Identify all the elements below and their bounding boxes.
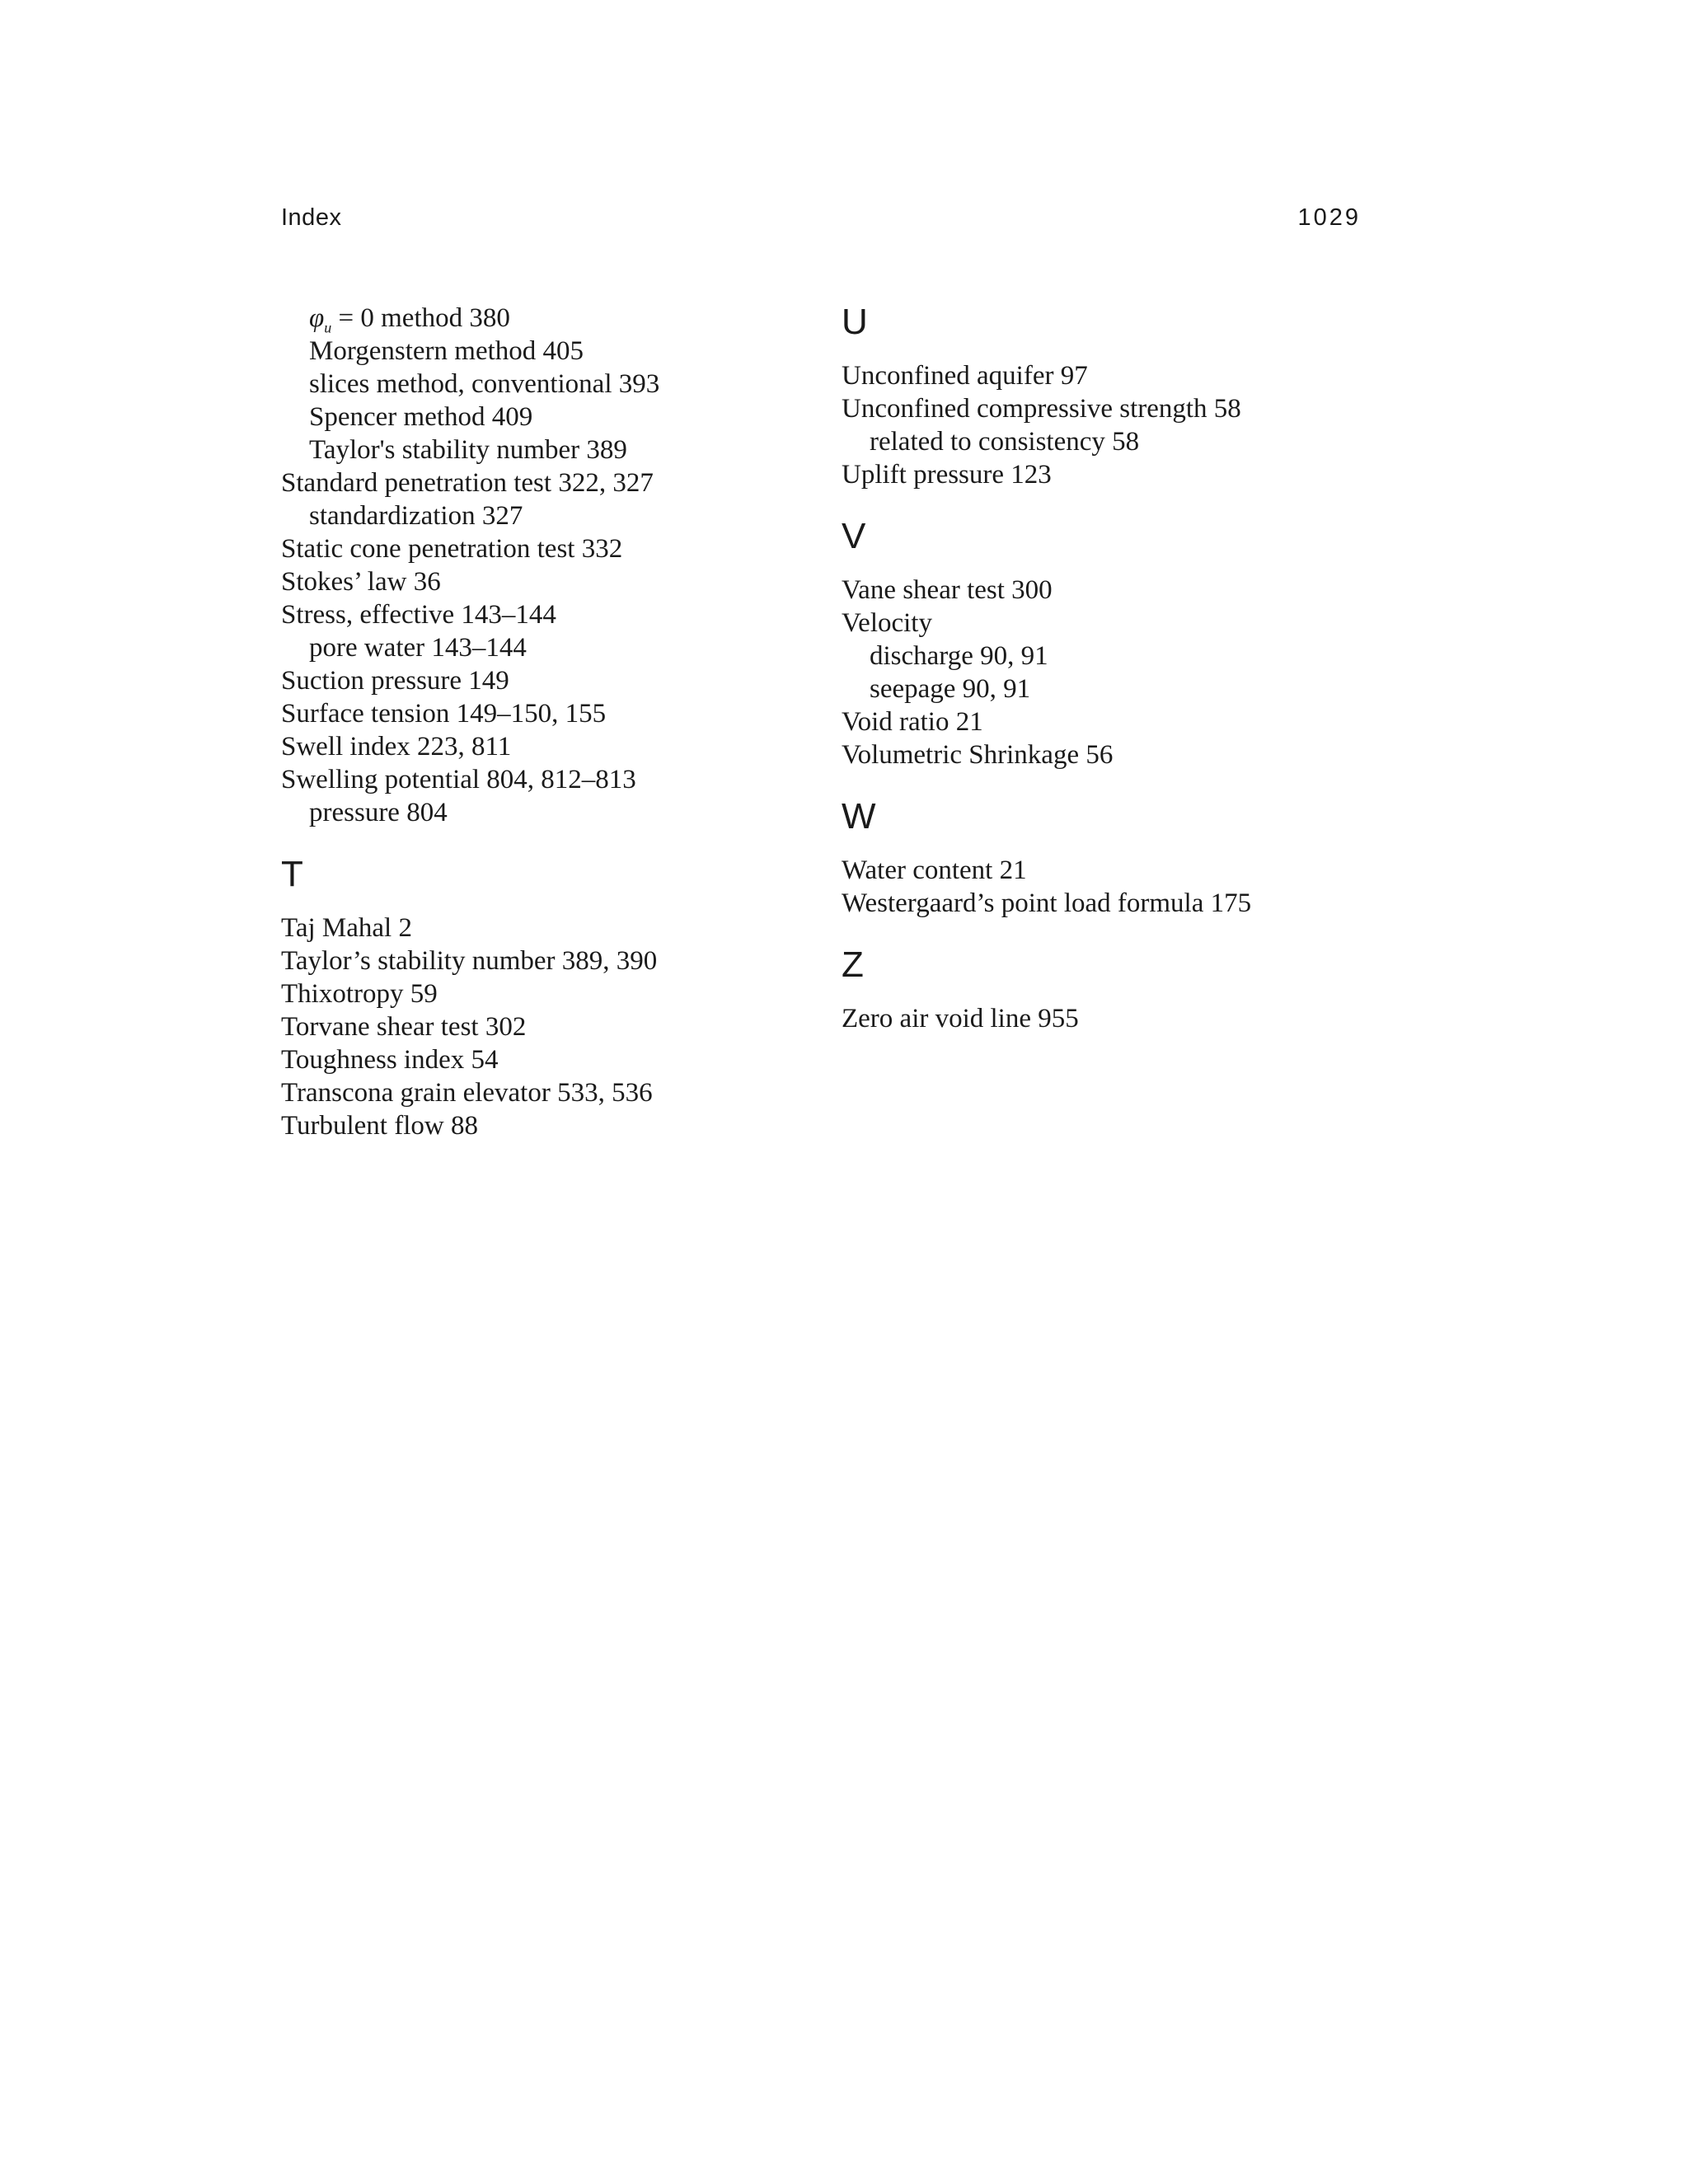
index-entry: Taylor’s stability number 389, 390 <box>281 946 658 976</box>
running-head-title: Index <box>281 204 342 231</box>
index-entry: Swelling potential 804, 812–813 <box>281 765 636 794</box>
index-entry: Thixotropy 59 <box>281 979 438 1009</box>
index-entry-text: = 0 method 380 <box>331 303 510 333</box>
index-entry: Vane shear test 300 <box>842 575 1053 605</box>
index-entry: Swell index 223, 811 <box>281 732 512 762</box>
index-entry: Westergaard’s point load formula 175 <box>842 888 1252 918</box>
index-entry: Volumetric Shrinkage 56 <box>842 740 1114 770</box>
index-column-left <box>281 302 743 1142</box>
index-entry: Taj Mahal 2 <box>281 913 412 943</box>
index-column-right <box>842 302 1353 1035</box>
index-entry: discharge 90, 91 <box>870 641 1048 671</box>
phi-subscript: u <box>324 319 332 336</box>
index-entry: Standard penetration test 322, 327 <box>281 468 654 498</box>
index-entry: Taylor's stability number 389 <box>309 435 627 465</box>
index-entry: slices method, conventional 393 <box>309 369 660 399</box>
index-entry: Surface tension 149–150, 155 <box>281 699 607 729</box>
phi-symbol: φ <box>309 303 325 333</box>
index-entry: Torvane shear test 302 <box>281 1012 527 1042</box>
index-entry: Unconfined aquifer 97 <box>842 361 1088 391</box>
index-entry: pore water 143–144 <box>309 633 527 663</box>
index-entry: Spencer method 409 <box>309 402 533 432</box>
index-entry: Unconfined compressive strength 58 <box>842 394 1241 424</box>
index-entry: Static cone penetration test 332 <box>281 534 623 564</box>
index-entry: related to consistency 58 <box>870 427 1140 457</box>
index-entry: standardization 327 <box>309 501 523 531</box>
section-letter-t: T <box>281 854 303 894</box>
index-entry: Velocity <box>842 608 932 638</box>
index-entry: Transcona grain elevator 533, 536 <box>281 1078 653 1108</box>
index-entry <box>281 302 743 335</box>
index-entry: Stress, effective 143–144 <box>281 600 556 630</box>
index-entry: Void ratio 21 <box>842 707 983 737</box>
section-letter-u: U <box>842 302 868 342</box>
section-letter-v: V <box>842 516 866 556</box>
index-entry: Water content 21 <box>842 855 1027 885</box>
index-entry: Turbulent flow 88 <box>281 1111 478 1141</box>
section-letter-w: W <box>842 796 876 837</box>
index-entry: Suction pressure 149 <box>281 666 509 696</box>
section-letter-z: Z <box>842 944 864 985</box>
index-entry: Uplift pressure 123 <box>842 460 1052 490</box>
index-entry: Stokes’ law 36 <box>281 567 441 597</box>
index-entry: pressure 804 <box>309 798 448 827</box>
index-entry: Zero air void line 955 <box>842 1004 1079 1033</box>
index-entry: Morgenstern method 405 <box>309 336 584 366</box>
index-entry: seepage 90, 91 <box>870 674 1031 704</box>
page-number: 1029 <box>1297 204 1361 231</box>
index-entry: Toughness index 54 <box>281 1045 499 1075</box>
